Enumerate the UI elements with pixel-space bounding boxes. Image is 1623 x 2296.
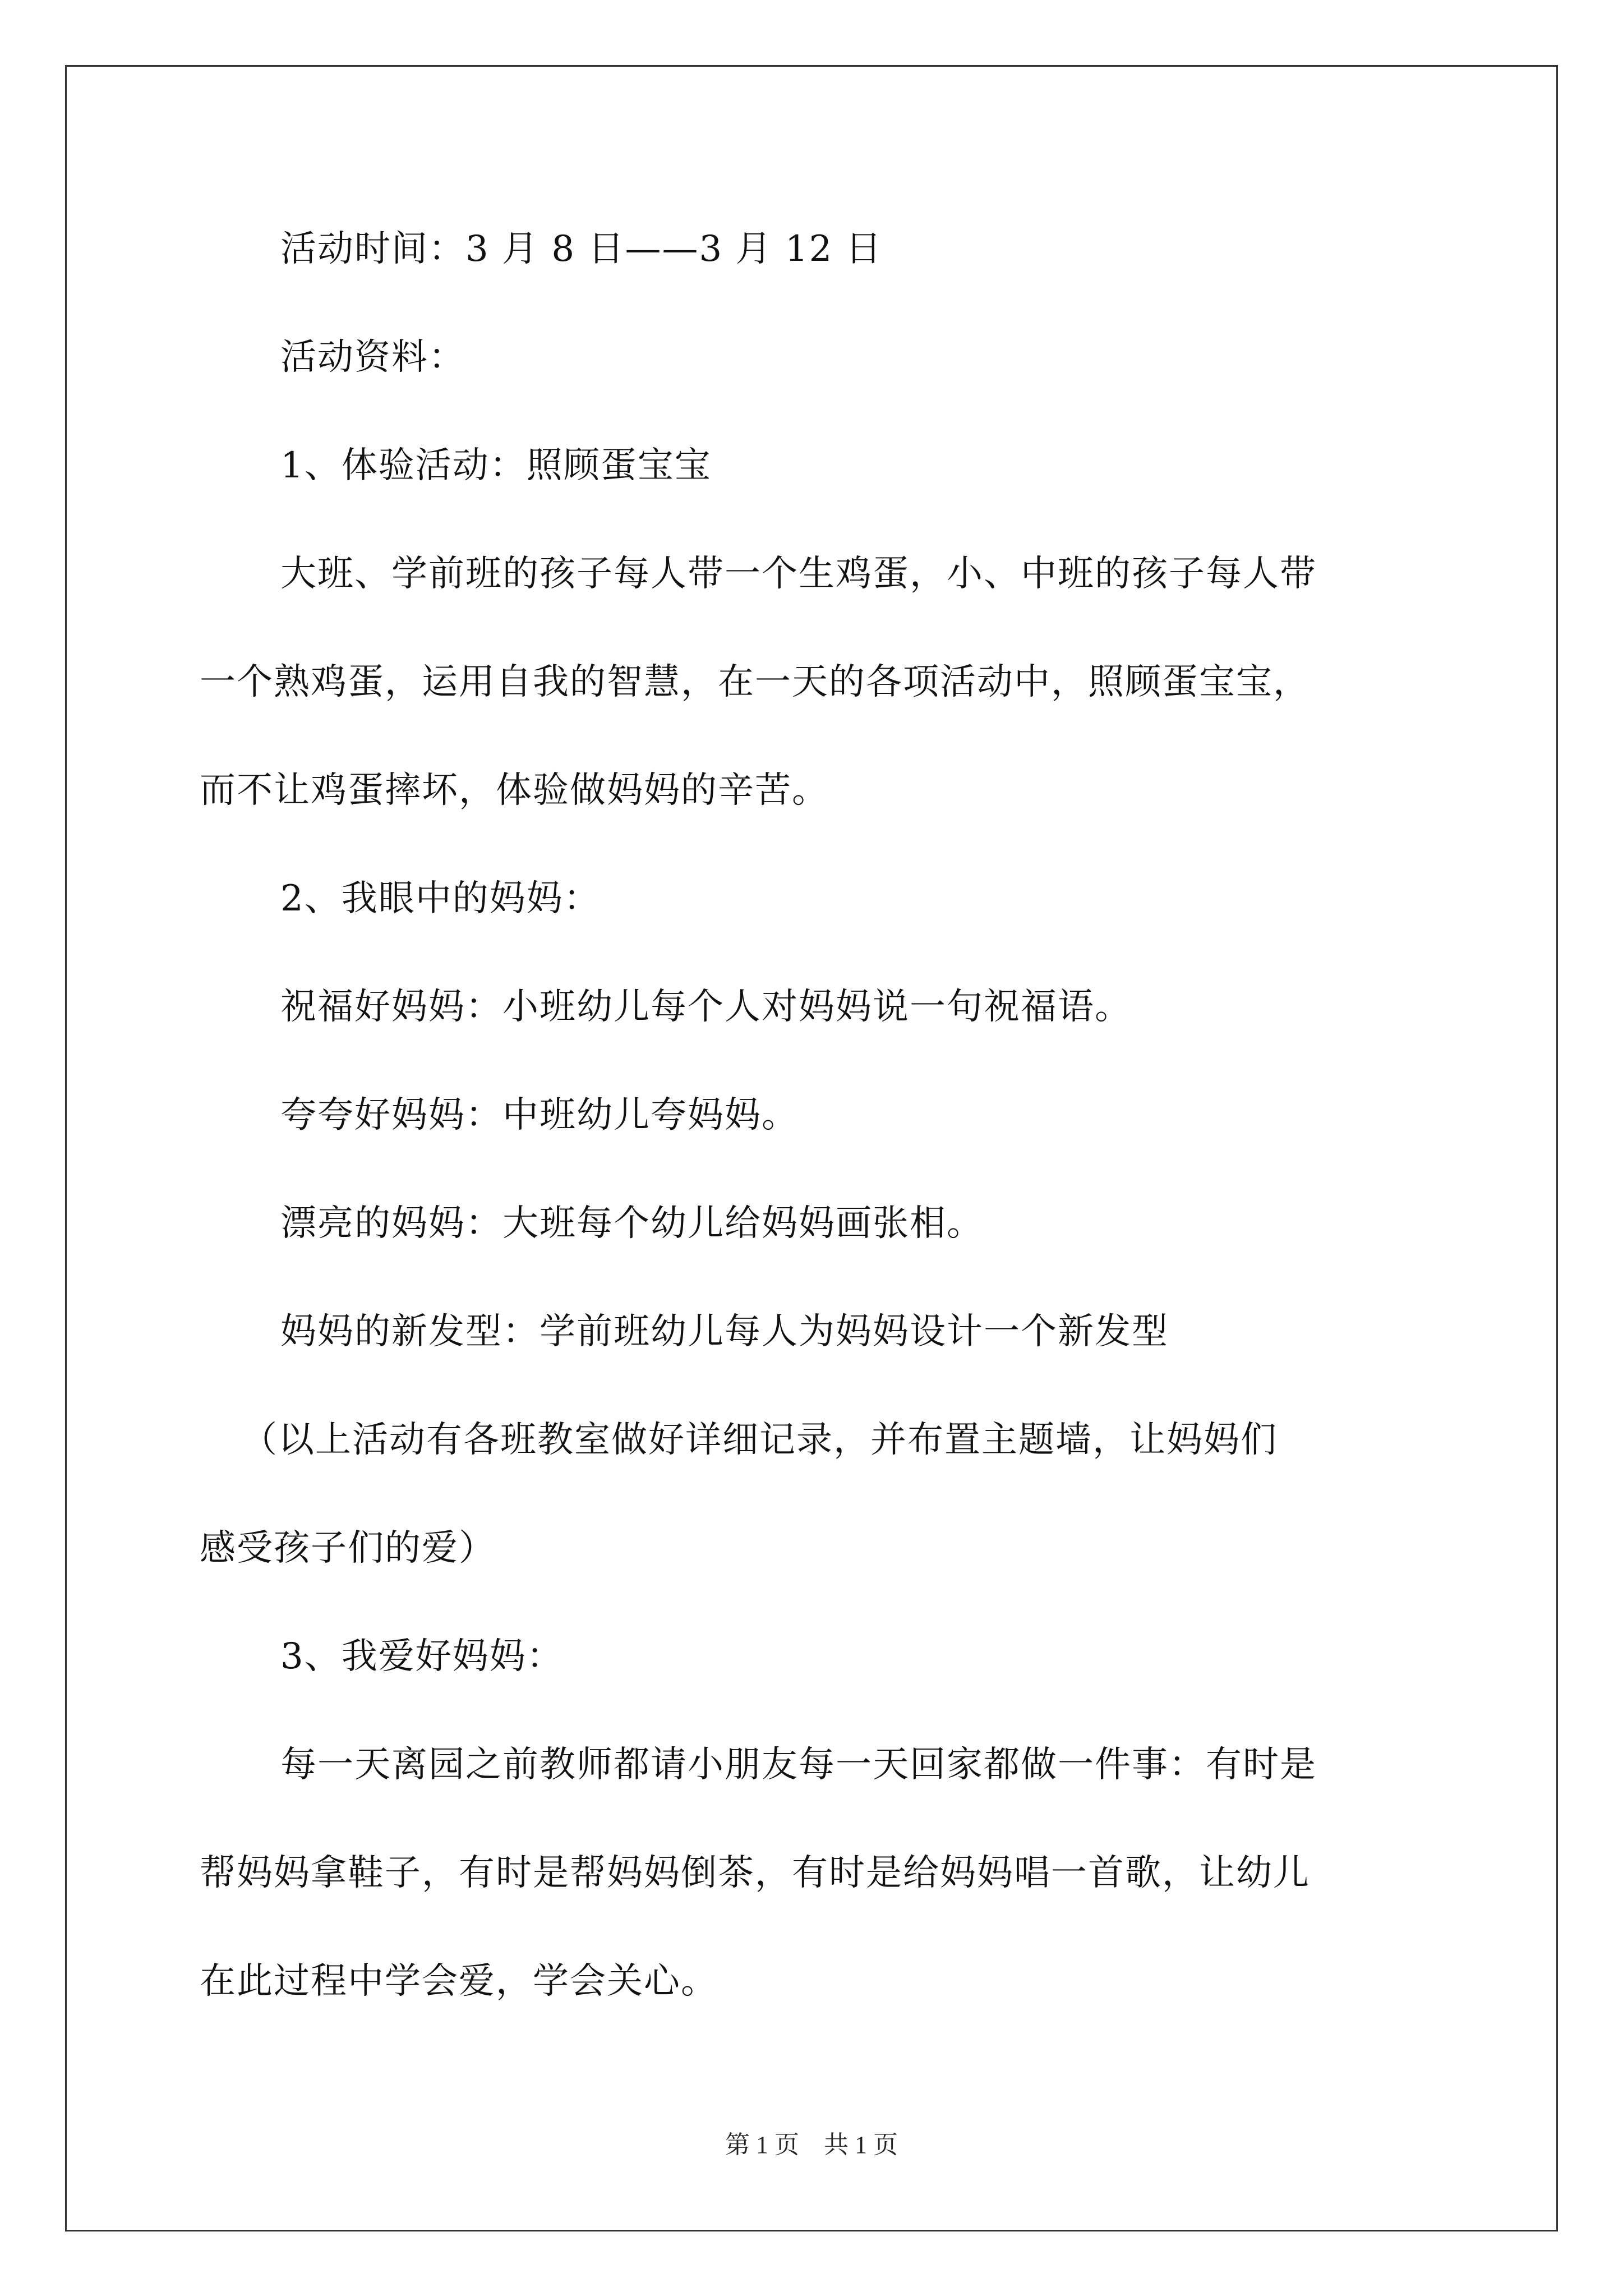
paragraph-line: 而不让鸡蛋摔坏，体验做妈妈的辛苦。: [200, 770, 829, 811]
paragraph-line: 漂亮的妈妈：大班每个幼儿给妈妈画张相。: [280, 1203, 984, 1244]
paragraph-line: 妈妈的新发型：学前班幼儿每人为妈妈设计一个新发型: [280, 1311, 1169, 1352]
paragraph-line: 夸夸好妈妈：中班幼儿夸妈妈。: [280, 1094, 799, 1136]
paragraph-line: 祝福好妈妈：小班幼儿每个人对妈妈说一句祝福语。: [280, 986, 1132, 1028]
section-1-heading: 1、体验活动：照顾蛋宝宝: [280, 445, 712, 486]
activity-materials-heading: 活动资料：: [280, 337, 465, 378]
paragraph-line: 大班、学前班的孩子每人带一个生鸡蛋，小、中班的孩子每人带: [280, 553, 1317, 595]
paragraph-line: 感受孩子们的爱）: [200, 1527, 496, 1569]
page-border: [65, 65, 1558, 2231]
paragraph-line: 在此过程中学会爱，学会关心。: [200, 1961, 718, 2002]
activity-time-line: 活动时间：3 月 8 日——3 月 12 日: [280, 228, 883, 270]
section-3-heading: 3、我爱好妈妈：: [280, 1636, 564, 1677]
paragraph-line: 一个熟鸡蛋，运用自我的智慧，在一天的各项活动中，照顾蛋宝宝，: [200, 661, 1310, 703]
section-2-heading: 2、我眼中的妈妈：: [280, 878, 601, 919]
page-number-footer: 第 1 页 共 1 页: [725, 2131, 898, 2159]
paragraph-line: 帮妈妈拿鞋子，有时是帮妈妈倒茶，有时是给妈妈唱一首歌，让幼儿: [200, 1852, 1310, 1894]
paragraph-line: （以上活动有各班教室做好详细记录，并布置主题墙，让妈妈们: [241, 1419, 1278, 1461]
paragraph-line: 每一天离园之前教师都请小朋友每一天回家都做一件事：有时是: [280, 1744, 1317, 1786]
